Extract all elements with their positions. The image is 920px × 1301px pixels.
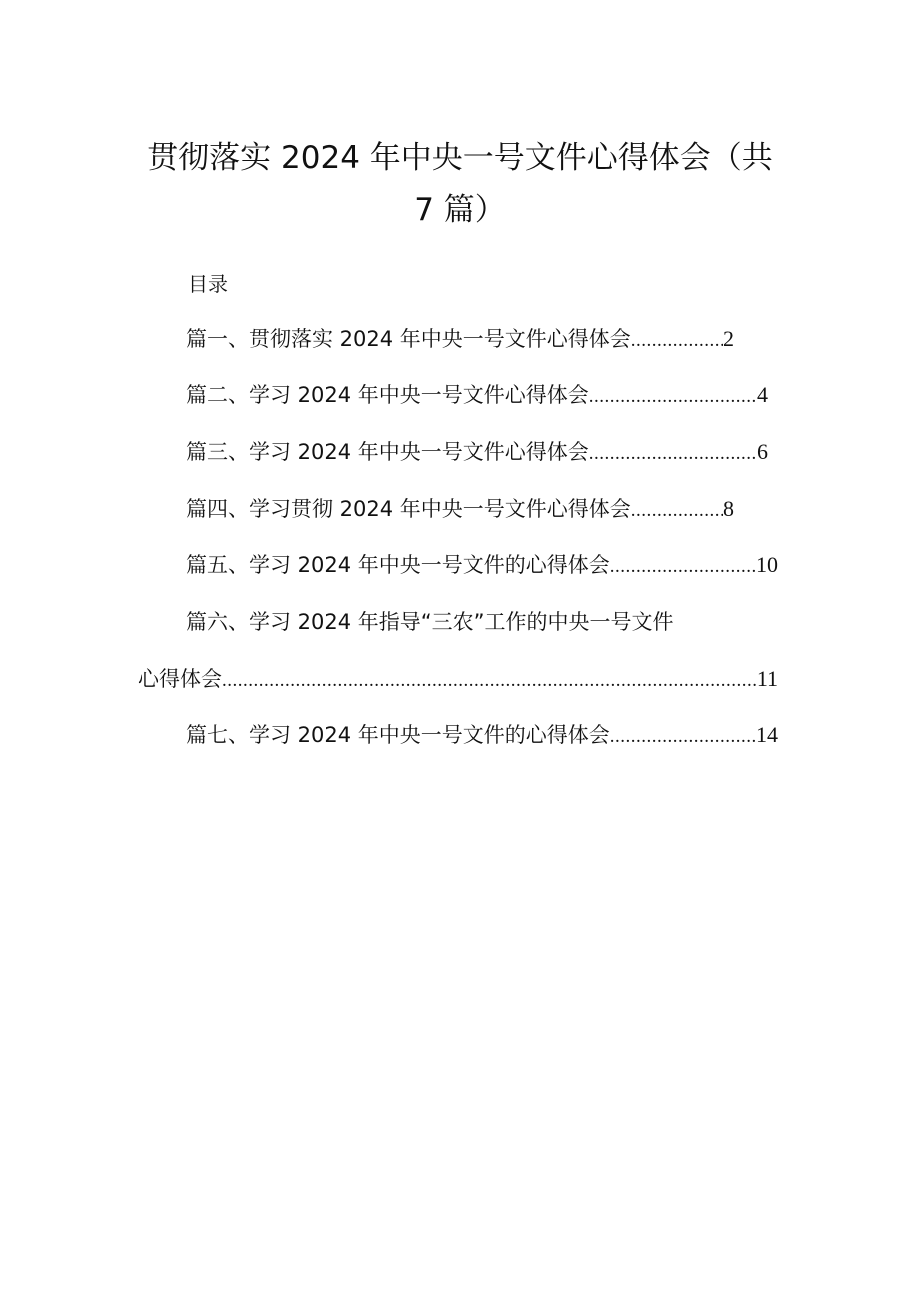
title-line-1: 贯彻落实 2024 年中央一号文件心得体会（共: [147, 140, 773, 176]
toc-leader-dots: [589, 439, 757, 469]
toc-page-number: 11: [756, 666, 778, 691]
toc-entry-label: 篇五、学习 2024 年中央一号文件的心得体会: [186, 553, 610, 577]
toc-page-number: 14: [756, 722, 778, 747]
toc-entry-2[interactable]: [186, 380, 768, 412]
toc-entry-label: 篇三、学习 2024 年中央一号文件心得体会: [186, 440, 589, 464]
toc-entry-5[interactable]: [186, 550, 778, 582]
toc-entry-label: 篇二、学习 2024 年中央一号文件心得体会: [186, 383, 589, 407]
toc-leader-dots: [222, 666, 757, 696]
title-line-2: 7 篇）: [414, 192, 506, 228]
toc-leader-dots: [610, 552, 756, 582]
toc-entry-label: 心得体会: [138, 667, 222, 691]
toc-entry-6[interactable]: [138, 664, 778, 696]
toc-page-number: 4: [757, 382, 768, 407]
toc-page-number: 2: [723, 326, 734, 351]
toc-entry-label: 篇七、学习 2024 年中央一号文件的心得体会: [186, 723, 610, 747]
toc-entry-4[interactable]: [186, 494, 734, 526]
toc-entry-3[interactable]: [186, 437, 768, 469]
toc-entry-label: 篇四、学习贯彻 2024 年中央一号文件心得体会: [186, 497, 631, 521]
toc-leader-dots: [631, 496, 723, 526]
toc-page-number: 6: [757, 439, 768, 464]
toc-leader-dots: [610, 722, 756, 752]
toc-entry-7[interactable]: [186, 720, 778, 752]
toc-leader-dots: [631, 326, 723, 356]
toc-entry-6-line-1[interactable]: 篇六、学习 2024 年指导“三农”工作的中央一号文件: [186, 610, 674, 634]
toc-heading: 目录: [188, 272, 228, 296]
toc-page-number: 10: [756, 552, 778, 577]
toc-page-number: 8: [723, 496, 734, 521]
toc-leader-dots: [589, 382, 757, 412]
toc-entry-label: 篇一、贯彻落实 2024 年中央一号文件心得体会: [186, 327, 631, 351]
toc-entry-1[interactable]: [186, 324, 734, 356]
